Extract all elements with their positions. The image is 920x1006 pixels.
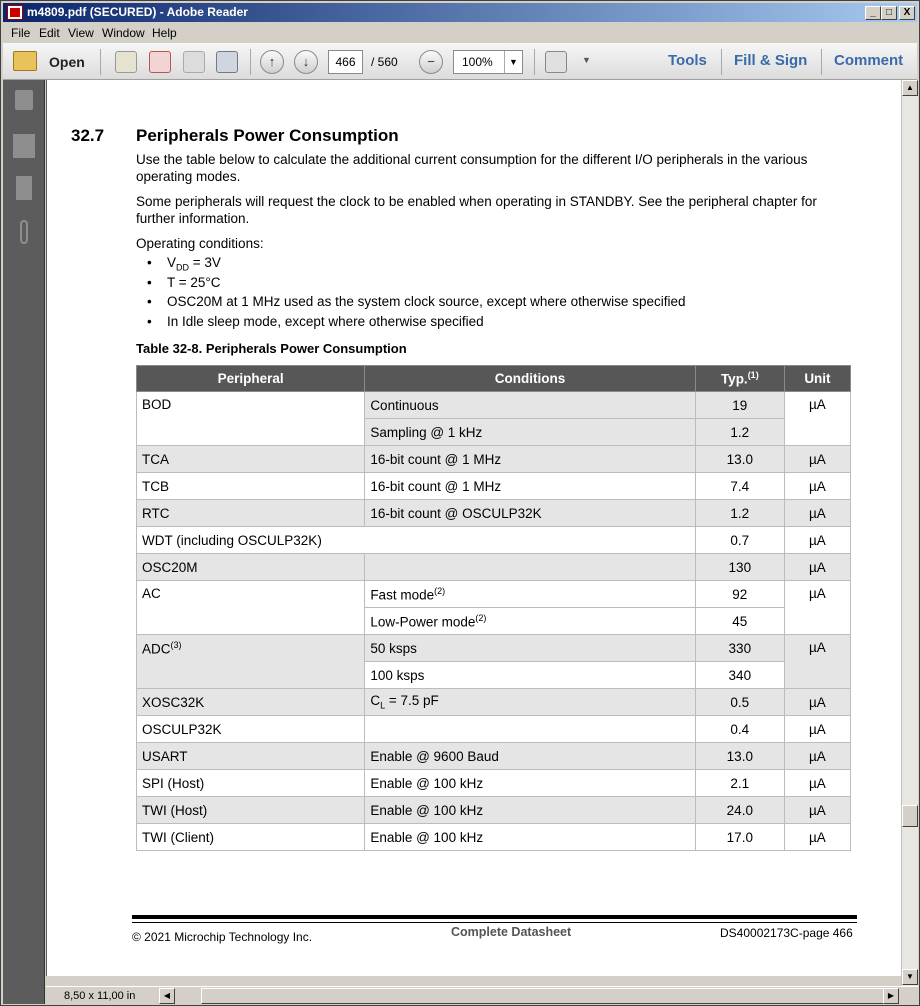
footer-rule [132,915,857,919]
open-button[interactable]: Open [49,54,85,70]
unit-cell: µA [784,392,850,446]
table-row [137,473,851,500]
footer-page-id: DS40002173C-page 466 [720,926,853,940]
title-bar [3,3,917,22]
unit-cell: µA [784,824,850,851]
zoom-out-button[interactable]: − [419,50,443,74]
typ-cell: 92 [695,581,784,608]
toolbar-menu-icon[interactable]: ▼ [582,55,591,65]
table-row [137,581,851,608]
scroll-up-button[interactable]: ▲ [902,80,918,96]
table-row [137,635,851,662]
conditions-cell [365,716,695,743]
standby-paragraph: Some peripherals will request the clock to be enabled when operating in STANDBY. See the peripheral chapter for further information. [136,194,817,226]
horizontal-scroll-thumb[interactable] [201,988,891,1004]
peripherals-power-table [136,365,851,851]
typ-cell: 45 [695,608,784,635]
toolbar [3,43,917,80]
typ-cell: 2.1 [695,770,784,797]
peripheral-cell: OSCULP32K [137,716,365,743]
intro-paragraph: Use the table below to calculate the additional current consumption for the different I/O peripherals in the various operating modes. [136,152,808,184]
typ-cell: 7.4 [695,473,784,500]
table-row [137,770,851,797]
separator [821,49,822,75]
navigation-panel [3,80,45,1004]
scroll-left-button[interactable]: ◀ [159,988,175,1004]
table-row [137,716,851,743]
section-number: 32.7 [71,126,105,145]
bullet-clock-source: OSC20M at 1 MHz used as the system clock source, except where otherwise specified [167,294,686,309]
conditions-cell: $C_L = 7.5$ pF [365,689,695,716]
page-size-label: 8,50 x 11,00 in [64,990,136,1002]
conditions-cell [365,554,695,581]
unit-cell: µA [784,473,850,500]
table-row [137,500,851,527]
peripheral-cell: WDT (including OSCULP32K) [137,527,696,554]
typ-cell: 19 [695,392,784,419]
conditions-cell: Fast mode$^{(2)}$ [365,581,695,608]
conditions-cell: Continuous [365,392,695,419]
conditions-cell: Enable @ 100 kHz [365,824,695,851]
next-page-button[interactable]: ↓ [294,50,318,74]
peripheral-cell: ADC$^{(3)}$ [137,635,365,689]
table-row [137,743,851,770]
separator [100,49,101,75]
conditions-cell: Enable @ 9600 Baud [365,743,695,770]
unit-cell: µA [784,635,850,689]
typ-cell: 340 [695,662,784,689]
separator [250,49,251,75]
header-typ: Typ.$^{(1)}$ [695,366,784,392]
table-row [137,824,851,851]
menu-bar [3,23,917,43]
page-number-input[interactable]: 466 [328,50,363,74]
fill-sign-pane-button[interactable]: Fill & Sign [734,52,808,69]
previous-page-button[interactable]: ↑ [260,50,284,74]
unit-cell: µA [784,797,850,824]
typ-cell: 24.0 [695,797,784,824]
menu-help[interactable]: Help [152,26,177,40]
pdf-app-icon [7,5,23,20]
close-button[interactable]: X [899,6,915,20]
bullet: • [147,275,152,290]
typ-cell: 13.0 [695,446,784,473]
typ-cell: 17.0 [695,824,784,851]
typ-cell: 330 [695,635,784,662]
peripheral-cell: TCA [137,446,365,473]
page-thumbnails-icon[interactable] [13,134,35,158]
tools-pane-button[interactable]: Tools [668,52,707,69]
menu-window[interactable]: Window [102,26,145,40]
scroll-right-button[interactable]: ▶ [883,988,899,1004]
conditions-cell: Sampling @ 1 kHz [365,419,695,446]
bullet-vdd: $V_{DD} = 3V$ [167,255,221,273]
peripheral-cell: TWI (Host) [137,797,365,824]
page-total: / 560 [371,55,398,69]
unit-cell: µA [784,689,850,716]
bullet-temperature: T = 25°C [167,275,221,290]
peripheral-cell: BOD [137,392,365,446]
table-caption: Table 32-8. Peripherals Power Consumption [136,341,407,356]
bullet-sleep-mode: In Idle sleep mode, except where otherwise specified [167,314,484,329]
fit-page-icon[interactable] [545,51,567,73]
conditions-cell: 50 ksps [365,635,695,662]
comment-pane-button[interactable]: Comment [834,52,904,69]
header-conditions: Conditions [365,366,695,392]
conditions-cell: 100 ksps [365,662,695,689]
typ-cell: 130 [695,554,784,581]
create-pdf-icon[interactable] [115,51,137,73]
peripheral-cell: OSC20M [137,554,365,581]
bookmark-icon[interactable] [16,176,32,200]
header-peripheral: Peripheral [137,366,365,392]
menu-edit[interactable]: Edit [39,26,60,40]
footer-rule [132,922,857,923]
typ-cell: 13.0 [695,743,784,770]
conditions-cell: Enable @ 100 kHz [365,797,695,824]
window-title: m4809.pdf (SECURED) - Adobe Reader [27,5,248,19]
peripheral-cell: RTC [137,500,365,527]
unit-cell: µA [784,770,850,797]
table-row [137,797,851,824]
table-row [137,689,851,716]
conditions-cell: 16-bit count @ 1 MHz [365,446,695,473]
bullet: • [147,255,152,270]
header-unit: Unit [784,366,850,392]
scroll-down-button[interactable]: ▼ [902,969,918,985]
peripheral-cell: USART [137,743,365,770]
conditions-cell: 16-bit count @ 1 MHz [365,473,695,500]
unit-cell: µA [784,554,850,581]
peripheral-cell: TWI (Client) [137,824,365,851]
conditions-cell: Low-Power mode$^{(2)}$ [365,608,695,635]
chevron-down-icon[interactable]: ▼ [504,51,522,73]
zoom-select[interactable] [453,50,523,74]
typ-cell: 0.4 [695,716,784,743]
status-bar [46,986,918,1004]
print-icon[interactable] [216,51,238,73]
attachment-icon[interactable] [20,220,28,244]
save-icon[interactable] [183,51,205,73]
unit-cell: µA [784,446,850,473]
separator [534,49,535,75]
lock-icon[interactable] [15,90,33,110]
table-row [137,527,851,554]
maximize-button[interactable]: □ [881,6,897,20]
footer-title: Complete Datasheet [451,925,572,939]
menu-view[interactable]: View [68,26,94,40]
unit-cell: µA [784,527,850,554]
table-row [137,392,851,419]
typ-cell: 1.2 [695,500,784,527]
peripheral-cell: XOSC32K [137,689,365,716]
pdf-page [47,80,901,976]
conditions-cell: 16-bit count @ OSCULP32K [365,500,695,527]
typ-cell: 1.2 [695,419,784,446]
peripheral-cell: AC [137,581,365,635]
peripheral-cell: SPI (Host) [137,770,365,797]
minimize-button[interactable]: _ [865,6,881,20]
operating-conditions-label: Operating conditions: [136,236,264,251]
unit-cell: µA [784,743,850,770]
folder-icon[interactable] [13,51,37,71]
unit-cell: µA [784,716,850,743]
bullet: • [147,314,152,329]
conditions-cell: Enable @ 100 kHz [365,770,695,797]
table-header-row [137,366,851,392]
unit-cell: µA [784,581,850,635]
typ-cell: 0.5 [695,689,784,716]
table-row [137,446,851,473]
section-title: Peripherals Power Consumption [136,126,399,145]
peripheral-cell: TCB [137,473,365,500]
unit-cell: µA [784,500,850,527]
document-viewport [46,80,902,976]
zoom-value: 100% [462,55,493,69]
vertical-scrollbar[interactable] [901,80,918,986]
combine-pdf-icon[interactable] [149,51,171,73]
bullet: • [147,294,152,309]
separator [721,49,722,75]
typ-cell: 0.7 [695,527,784,554]
footer-copyright: © 2021 Microchip Technology Inc. [132,930,313,944]
menu-file[interactable]: File [11,26,31,40]
scroll-thumb[interactable] [902,805,918,827]
table-row [137,554,851,581]
